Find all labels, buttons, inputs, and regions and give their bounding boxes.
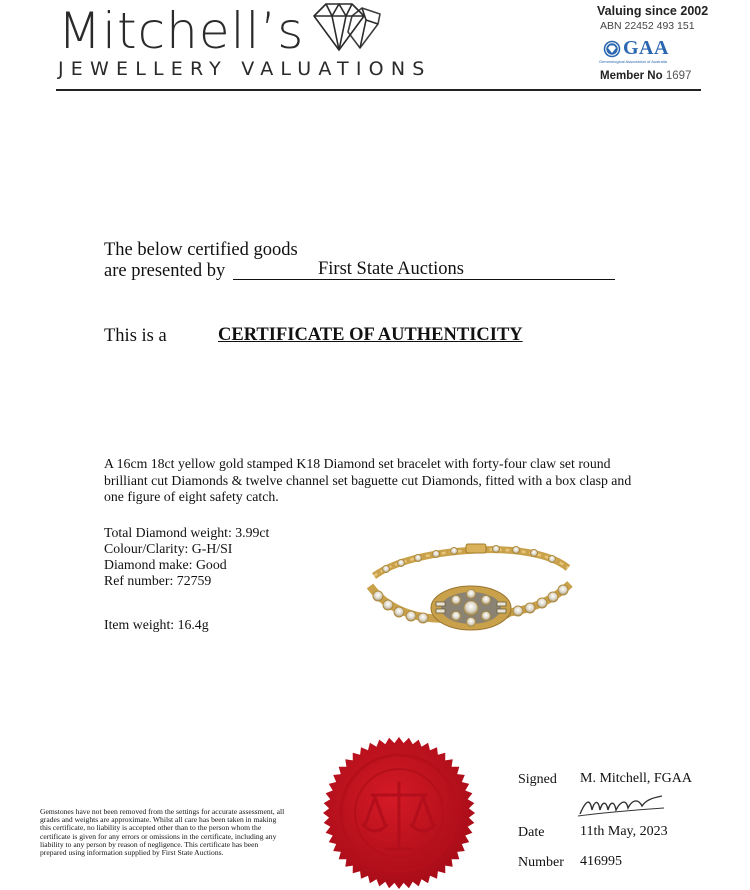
spec-diamond-make: Diamond make: Good: [104, 557, 227, 572]
spec-colour-clarity: Colour/Clarity: G-H/SI: [104, 541, 233, 556]
date-label: Date: [518, 825, 545, 840]
signed-name: M. Mitchell, FGAA: [580, 771, 692, 786]
spec-total-weight: Total Diamond weight: 3.99ct: [104, 525, 270, 540]
certificate-title: CERTIFICATE OF AUTHENTICITY: [218, 325, 523, 345]
brand-subtitle: JEWELLERY VALUATIONS: [58, 58, 432, 80]
gaa-logo-text: GAA: [623, 37, 669, 59]
diamond-logo-icon: [304, 2, 384, 54]
certificate-intro: This is a: [104, 326, 167, 346]
item-description: A 16cm 18ct yellow gold stamped K18 Diamond set bracelet with forty-four claw set round brilliant cut Diamonds & twelve channel set baguette cut Diamonds, fitted with a box clasp and one figure of eight safety catch.: [104, 456, 632, 504]
spec-ref-number: Ref number: 72759: [104, 573, 212, 588]
gaa-emblem-icon: [603, 40, 621, 58]
spec-item-weight: Item weight: 16.4g: [104, 617, 209, 632]
signature-icon: [576, 792, 666, 820]
abn-number: ABN 22452 493 151: [600, 20, 695, 32]
disclaimer-text: Gemstones have not been removed from the settings for accurate assessment, all grades and weights are approximate. Whilst all care has been taken in making this certificate, no liability is accepted other than to the person whom the certificate is given for any errors or omissions in the certificate, including any liability to any person by reason of negligence. This certificate has been prepared using information supplied by First State Auctions.: [40, 807, 285, 858]
header-divider: [56, 89, 701, 91]
presented-line-1: The below certified goods: [104, 240, 298, 260]
signed-label: Signed: [518, 772, 557, 787]
brand-name: Mitchell’s: [58, 2, 305, 60]
date-value: 11th May, 2023: [580, 824, 668, 839]
gaa-tagline: Gemmological Association of Australia: [599, 59, 667, 64]
member-number: [600, 70, 691, 82]
presenter-name: First State Auctions: [318, 259, 464, 279]
bracelet-photo: [356, 538, 581, 638]
wax-seal-icon: [320, 733, 478, 890]
number-label: Number: [518, 855, 564, 870]
member-label: Member No: [600, 70, 663, 82]
presented-line-2: are presented by: [104, 261, 226, 281]
member-number-value: 1697: [665, 70, 692, 82]
valuing-since: Valuing since 2002: [597, 4, 709, 18]
certificate-number: 416995: [580, 854, 622, 869]
